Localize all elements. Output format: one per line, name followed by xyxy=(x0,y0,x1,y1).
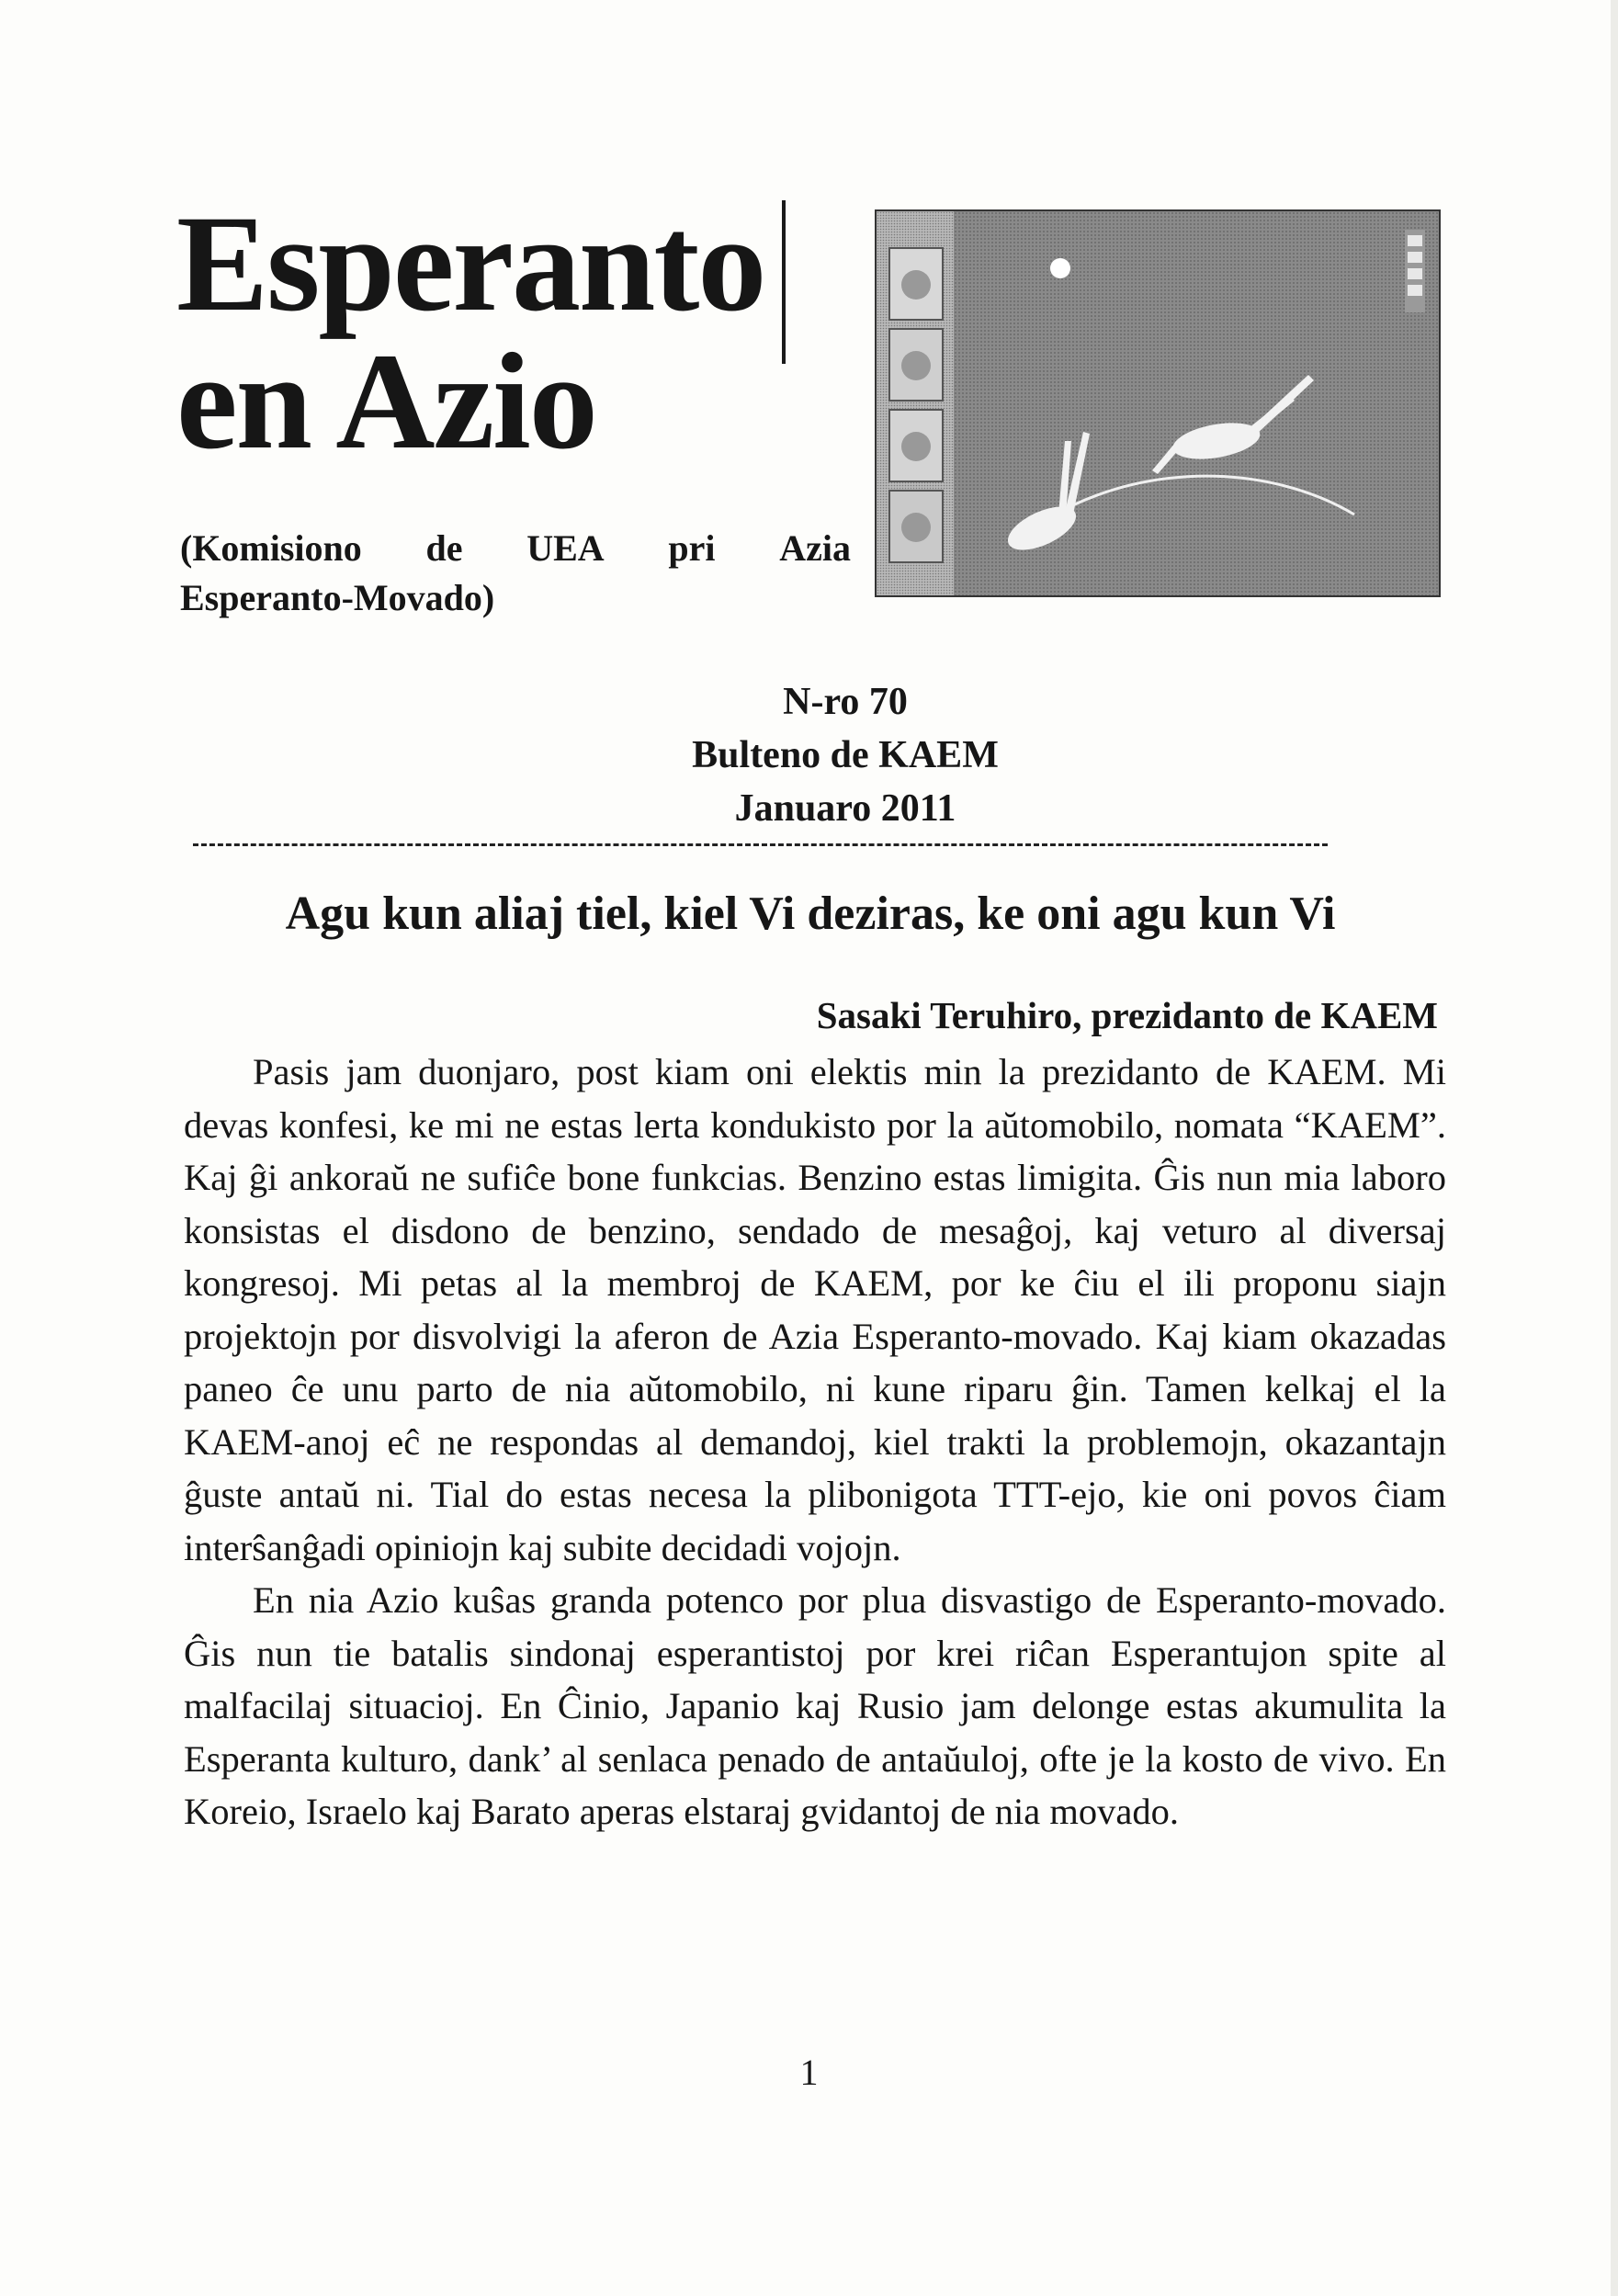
title-vertical-rule xyxy=(782,200,786,364)
subtitle-line-1 xyxy=(180,524,851,573)
article-headline: Agu kun aliaj tiel, kiel Vi deziras, ke oni agu kun Vi xyxy=(285,888,1336,940)
title-line-1: Esperanto xyxy=(176,187,765,340)
subtitle-word: (Komisiono xyxy=(180,527,362,569)
subtitle-word: pri xyxy=(668,527,716,569)
issue-date: Januaro 2011 xyxy=(734,787,956,830)
page-number: 1 xyxy=(799,2052,819,2093)
issue-number: N-ro 70 xyxy=(783,681,908,723)
masthead-title xyxy=(176,187,783,478)
subtitle-word: Azia xyxy=(779,527,851,569)
masthead-subtitle xyxy=(180,524,851,623)
dashed-divider xyxy=(193,843,1328,846)
article-author: Sasaki Teruhiro, prezidanto de KAEM xyxy=(816,994,1438,1036)
page-edge-shadow xyxy=(1611,0,1618,2296)
article-body xyxy=(184,1046,1446,1838)
subtitle-word: UEA xyxy=(526,527,605,569)
subtitle-line-2: Esperanto-Movado) xyxy=(180,577,495,618)
issue-info xyxy=(606,675,1084,835)
title-line-2: en Azio xyxy=(176,325,596,478)
subtitle-word: de xyxy=(425,527,463,569)
bulletin-name: Bulteno de KAEM xyxy=(692,734,999,776)
article-paragraph: Pasis jam duonjaro, post kiam oni elektis min la prezidanto de KAEM. Mi devas konfesi, ke mi ne estas lerta kondukisto por la aŭtomobilo, nomata “KAEM”. Kaj ĝi ankoraŭ ne sufiĉe bone funkcias. Benzino estas limigita. Ĝis nun mia laboro konsistas el disdono de benzino, sendado de mesaĝoj, kaj veturo al diversaj kongresoj. Mi petas al la membroj de KAEM, por ke ĉiu el ili proponu siajn projektojn por disvolvigi la aferon de Azia Esperanto-movado. Kaj kiam okazadas paneo ĉe unu parto de nia aŭtomobilo, ni kune riparu ĝin. Tamen kelkaj el la KAEM-anoj eĉ ne respondas al demandoj, kiel trakti la problemojn, okazantajn ĝuste antaŭ ni. Tial do estas necesa la plibonigota TTT-ejo, kie oni povos ĉiam interŝanĝadi opiniojn kaj subite decidadi vojojn. xyxy=(184,1051,1446,1568)
rabbit-stamp-icon xyxy=(875,209,1441,597)
article-paragraph: En nia Azio kuŝas granda potenco por plua disvastigo de Esperanto-movado. Ĝis nun tie batalis sindonaj esperantistoj por krei riĉan Esperantujon spite al malfacilaj situacioj. En Ĉinio, Japanio kaj Rusio jam delonge estas akumulita la Esperanta kulturo, dank’ al senlaca penado de antaŭuloj, ofte je la kosto de vivo. En Koreio, Israelo kaj Barato aperas elstaraj gvidantoj de nia movado. xyxy=(184,1579,1446,1832)
